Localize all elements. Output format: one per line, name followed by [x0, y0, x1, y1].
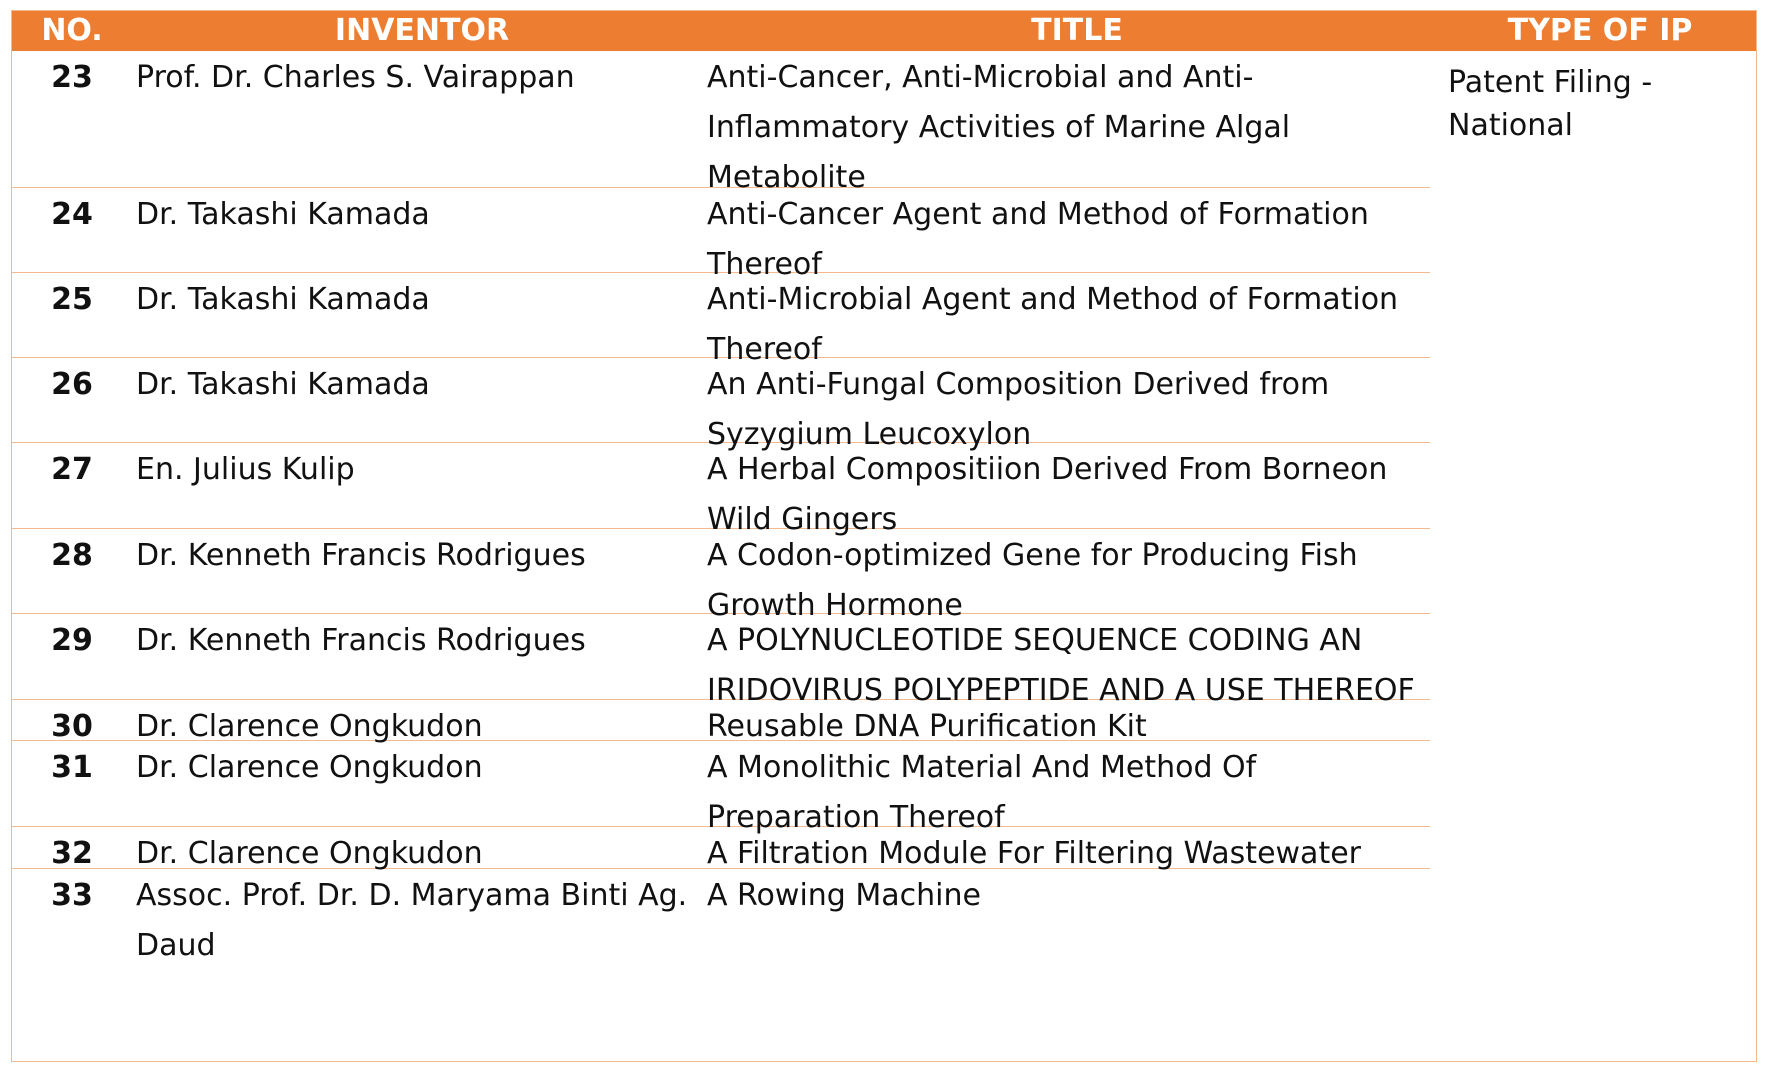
row-number: 23 [51, 60, 93, 95]
row-number: 31 [51, 750, 93, 785]
table-row [12, 273, 1430, 367]
row-title: A Monolithic Material And Method Of Preparation Thereof [707, 750, 1257, 835]
row-inventor: Dr. Takashi Kamada [136, 197, 430, 232]
row-number: 27 [51, 452, 93, 487]
row-title: An Anti-Fungal Composition Derived from Syzygium Leucoxylon [707, 367, 1330, 452]
header-type-of-ip: TYPE OF IP [1507, 13, 1693, 48]
row-title: Reusable DNA Purification Kit [707, 709, 1147, 744]
row-title: Anti-Microbial Agent and Method of Formation Thereof [707, 282, 1399, 367]
row-title: A Herbal Compositiion Derived From Borneon Wild Gingers [707, 452, 1388, 537]
header-title: TITLE [1031, 13, 1123, 48]
row-inventor: Assoc. Prof. Dr. D. Maryama Binti Ag. Daud [136, 878, 688, 963]
row-number: 28 [51, 538, 93, 573]
row-number: 32 [51, 836, 93, 871]
row-inventor: Dr. Clarence Ongkudon [136, 750, 483, 785]
table-row [12, 869, 1430, 1059]
table-row [12, 529, 1430, 623]
row-inventor: Dr. Clarence Ongkudon [136, 836, 483, 871]
table-row [12, 827, 1430, 869]
table-row [12, 614, 1430, 708]
row-title: A POLYNUCLEOTIDE SEQUENCE CODING AN IRIDOVIRUS POLYPEPTIDE AND A USE THEREOF [707, 623, 1415, 708]
row-inventor: Dr. Kenneth Francis Rodrigues [136, 538, 586, 573]
table-row [12, 443, 1430, 537]
row-number: 25 [51, 282, 93, 317]
table-row [12, 741, 1430, 835]
row-inventor: Dr. Clarence Ongkudon [136, 709, 483, 744]
table-row [12, 700, 1430, 744]
row-title: A Rowing Machine [707, 878, 981, 913]
row-title: A Filtration Module For Filtering Wastewater [707, 836, 1361, 871]
row-number: 24 [51, 197, 93, 232]
row-title: Anti-Cancer, Anti-Microbial and Anti-Inflammatory Activities of Marine Algal Metabolite [707, 60, 1291, 195]
row-number: 26 [51, 367, 93, 402]
row-inventor: Dr. Takashi Kamada [136, 367, 430, 402]
row-number: 30 [51, 709, 93, 744]
table-row [12, 358, 1430, 452]
header-inventor: INVENTOR [334, 13, 510, 48]
table-row [12, 51, 1430, 195]
row-number: 33 [51, 878, 93, 913]
row-title: Anti-Cancer Agent and Method of Formation Thereof [707, 197, 1369, 282]
table-header [12, 11, 1756, 51]
table-row [12, 188, 1430, 282]
patent-table [11, 10, 1757, 1062]
row-title: A Codon-optimized Gene for Producing Fish Growth Hormone [707, 538, 1358, 623]
row-inventor: En. Julius Kulip [136, 452, 355, 487]
row-inventor: Dr. Kenneth Francis Rodrigues [136, 623, 586, 658]
header-no: NO. [41, 13, 103, 48]
row-inventor: Prof. Dr. Charles S. Vairappan [136, 60, 575, 95]
row-inventor: Dr. Takashi Kamada [136, 282, 430, 317]
type-of-ip-cell: Patent Filing - National [1448, 65, 1653, 143]
row-number: 29 [51, 623, 93, 658]
